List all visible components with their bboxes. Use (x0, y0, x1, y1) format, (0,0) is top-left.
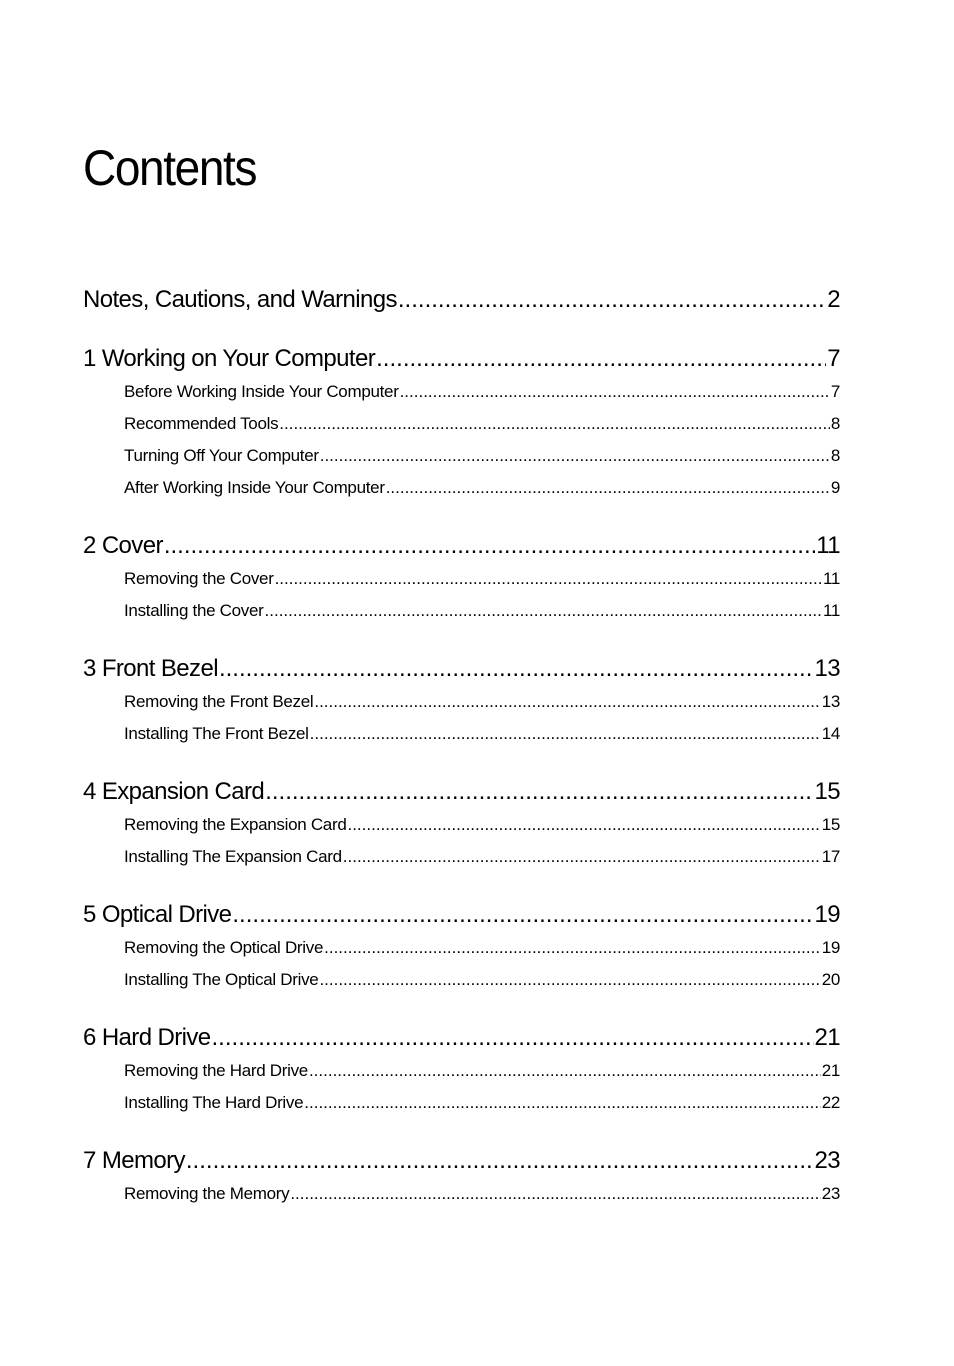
toc-chapter-label: 1 Working on Your Computer (83, 345, 376, 372)
toc-section-label: Removing the Cover (124, 569, 274, 588)
toc-chapter (83, 775, 840, 873)
toc-chapter-page-number: 19 (814, 901, 840, 928)
toc-chapter-entry[interactable] (83, 283, 840, 317)
toc-section-label: Installing The Optical Drive (124, 970, 319, 989)
toc-chapter-page-number: 21 (814, 1024, 840, 1051)
toc-chapter-entry[interactable] (83, 342, 840, 376)
toc-section-entry[interactable] (83, 841, 840, 873)
toc-dot-leader (386, 472, 830, 504)
toc-dot-leader (400, 376, 830, 408)
table-of-contents (83, 283, 840, 1210)
toc-chapter-label: 3 Front Bezel (83, 655, 218, 682)
toc-dot-leader (324, 932, 821, 964)
toc-dot-leader (320, 440, 830, 472)
toc-section-page-number: 17 (821, 847, 840, 866)
toc-dot-leader (212, 1021, 814, 1055)
toc-dot-leader (309, 1055, 821, 1087)
toc-dot-leader (319, 964, 820, 996)
toc-dot-leader (219, 652, 814, 686)
toc-chapter (83, 529, 840, 627)
toc-section-list (83, 376, 840, 504)
toc-section-page-number: 21 (821, 1061, 840, 1080)
toc-chapter-entry[interactable] (83, 529, 840, 563)
toc-dot-leader (275, 563, 822, 595)
toc-section-page-number: 22 (821, 1093, 840, 1112)
toc-section-entry[interactable] (83, 809, 840, 841)
toc-chapter (83, 898, 840, 996)
toc-section-label: After Working Inside Your Computer (124, 478, 385, 497)
toc-section-list (83, 1055, 840, 1119)
toc-section-page-number: 7 (830, 382, 840, 401)
toc-chapter-label: Notes, Cautions, and Warnings (83, 286, 397, 313)
toc-section-label: Installing The Front Bezel (124, 724, 309, 743)
toc-section-page-number: 15 (821, 815, 840, 834)
toc-chapter (83, 342, 840, 504)
toc-dot-leader (310, 718, 821, 750)
toc-section-label: Removing the Expansion Card (124, 815, 347, 834)
toc-dot-leader (398, 283, 826, 317)
toc-chapter (83, 1144, 840, 1210)
toc-dot-leader (343, 841, 821, 873)
toc-section-page-number: 19 (821, 938, 840, 957)
toc-chapter-entry[interactable] (83, 1144, 840, 1178)
toc-section-entry[interactable] (83, 1087, 840, 1119)
toc-chapter (83, 283, 840, 317)
toc-dot-leader (232, 898, 813, 932)
toc-chapter-page-number: 23 (814, 1147, 840, 1174)
toc-section-list (83, 809, 840, 873)
toc-chapter (83, 1021, 840, 1119)
toc-chapter-entry[interactable] (83, 898, 840, 932)
toc-chapter-entry[interactable] (83, 775, 840, 809)
toc-section-entry[interactable] (83, 1055, 840, 1087)
toc-dot-leader (186, 1144, 814, 1178)
toc-chapter-page-number: 13 (814, 655, 840, 682)
toc-section-list (83, 932, 840, 996)
toc-section-page-number: 9 (830, 478, 840, 497)
toc-chapter-page-number: 11 (816, 532, 840, 559)
toc-section-entry[interactable] (83, 376, 840, 408)
toc-section-entry[interactable] (83, 932, 840, 964)
toc-section-entry[interactable] (83, 563, 840, 595)
toc-chapter-label: 7 Memory (83, 1147, 185, 1174)
toc-dot-leader (347, 809, 820, 841)
toc-section-entry[interactable] (83, 595, 840, 627)
toc-chapter-page-number: 2 (827, 286, 840, 313)
toc-section-entry[interactable] (83, 718, 840, 750)
toc-section-label: Installing The Hard Drive (124, 1093, 304, 1112)
toc-section-entry[interactable] (83, 440, 840, 472)
toc-section-label: Removing the Hard Drive (124, 1061, 308, 1080)
page-title: Contents (83, 140, 257, 196)
toc-section-page-number: 8 (830, 414, 840, 433)
toc-dot-leader (304, 1087, 820, 1119)
toc-chapter-label: 2 Cover (83, 532, 163, 559)
toc-dot-leader (376, 342, 826, 376)
toc-section-page-number: 20 (821, 970, 840, 989)
toc-chapter (83, 652, 840, 750)
toc-section-entry[interactable] (83, 408, 840, 440)
toc-section-list (83, 1178, 840, 1210)
toc-section-page-number: 8 (830, 446, 840, 465)
toc-section-page-number: 11 (822, 569, 840, 588)
toc-section-label: Installing The Expansion Card (124, 847, 342, 866)
toc-section-list (83, 686, 840, 750)
toc-section-entry[interactable] (83, 472, 840, 504)
toc-section-page-number: 14 (821, 724, 840, 743)
toc-section-label: Before Working Inside Your Computer (124, 382, 399, 401)
toc-chapter-page-number: 7 (827, 345, 840, 372)
toc-chapter-label: 4 Expansion Card (83, 778, 265, 805)
toc-section-entry[interactable] (83, 964, 840, 996)
toc-section-label: Turning Off Your Computer (124, 446, 319, 465)
toc-section-label: Removing the Front Bezel (124, 692, 314, 711)
toc-chapter-label: 5 Optical Drive (83, 901, 232, 928)
toc-dot-leader (164, 529, 815, 563)
toc-chapter-entry[interactable] (83, 652, 840, 686)
toc-section-label: Installing the Cover (124, 601, 264, 620)
toc-section-label: Recommended Tools (124, 414, 279, 433)
toc-section-page-number: 13 (821, 692, 840, 711)
toc-section-entry[interactable] (83, 686, 840, 718)
toc-dot-leader (290, 1178, 820, 1210)
toc-section-label: Removing the Memory (124, 1184, 290, 1203)
toc-dot-leader (265, 775, 813, 809)
toc-section-page-number: 11 (822, 601, 840, 620)
toc-section-label: Removing the Optical Drive (124, 938, 324, 957)
toc-section-entry[interactable] (83, 1178, 840, 1210)
toc-chapter-label: 6 Hard Drive (83, 1024, 211, 1051)
toc-chapter-page-number: 15 (814, 778, 840, 805)
toc-section-list (83, 563, 840, 627)
toc-section-page-number: 23 (821, 1184, 840, 1203)
toc-dot-leader (314, 686, 820, 718)
toc-dot-leader (279, 408, 830, 440)
toc-chapter-entry[interactable] (83, 1021, 840, 1055)
toc-dot-leader (265, 595, 822, 627)
